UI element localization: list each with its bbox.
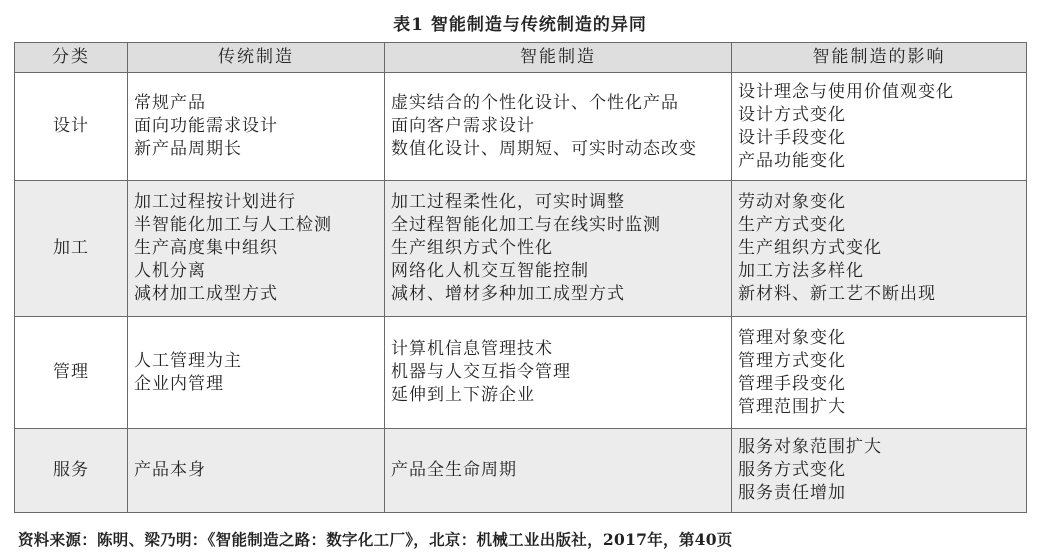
table-row — [15, 181, 1027, 317]
traditional-cell — [128, 181, 385, 317]
cell-line: 服务对象范围扩大 — [738, 437, 882, 457]
cell-line: 面向功能需求设计 — [134, 116, 278, 136]
smart-cell — [385, 181, 732, 317]
header-row — [15, 43, 1027, 73]
header-impact: 智能制造的影响 — [732, 43, 1027, 73]
traditional-cell — [128, 317, 385, 429]
cell-line: 新产品周期长 — [134, 139, 242, 159]
cell-line: 数值化设计、周期短、可实时动态改变 — [391, 139, 697, 159]
impact-cell — [732, 181, 1027, 317]
cell-line: 常规产品 — [134, 93, 206, 113]
comparison-table — [14, 42, 1027, 513]
smart-cell — [385, 317, 732, 429]
cell-line: 减材加工成型方式 — [134, 284, 278, 304]
cell-line: 加工过程柔性化，可实时调整 — [391, 192, 625, 212]
traditional-cell — [128, 429, 385, 513]
impact-cell — [732, 317, 1027, 429]
cell-line: 管理手段变化 — [738, 373, 846, 394]
cell-line: 管理范围扩大 — [738, 396, 846, 417]
cell-line: 虚实结合的个性化设计、个性化产品 — [391, 93, 679, 113]
cell-line: 人工管理为主 — [134, 350, 242, 371]
source-note: 资料来源：陈明、梁乃明：《智能制造之路：数字化工厂》，北京：机械工业出版社，2017年，第40页 — [18, 530, 733, 549]
cell-line: 企业内管理 — [134, 373, 224, 394]
traditional-cell — [128, 73, 385, 181]
smart-cell — [385, 73, 732, 181]
table-title: 表1 智能制造与传统制造的异同 — [393, 15, 647, 35]
cell-line: 产品本身 — [134, 460, 206, 480]
cell-line: 设计手段变化 — [738, 127, 846, 148]
cell-line: 设计方式变化 — [738, 104, 846, 125]
category-cell: 管理 — [15, 317, 128, 429]
cell-line: 机器与人交互指令管理 — [391, 362, 571, 382]
cell-line: 服务方式变化 — [738, 460, 846, 480]
impact-cell — [732, 429, 1027, 513]
category-cell: 设计 — [15, 73, 128, 181]
cell-line: 网络化人机交互智能控制 — [391, 261, 589, 281]
cell-line: 生产组织方式变化 — [738, 238, 882, 258]
cell-line: 延伸到上下游企业 — [391, 385, 535, 405]
category-cell: 加工 — [15, 181, 128, 317]
cell-line: 产品功能变化 — [738, 150, 846, 171]
cell-line: 生产方式变化 — [738, 215, 846, 235]
category-cell: 服务 — [15, 429, 128, 513]
header-smart: 智能制造 — [385, 43, 732, 73]
cell-line: 面向客户需求设计 — [391, 116, 535, 136]
table-row — [15, 73, 1027, 181]
table-row — [15, 317, 1027, 429]
cell-line: 管理方式变化 — [738, 350, 846, 371]
cell-line: 计算机信息管理技术 — [391, 339, 553, 359]
cell-line: 管理对象变化 — [738, 327, 846, 348]
cell-line: 设计理念与使用价值观变化 — [738, 81, 954, 102]
cell-line: 劳动对象变化 — [738, 192, 846, 212]
cell-line: 加工过程按计划进行 — [134, 192, 296, 212]
cell-line: 产品全生命周期 — [391, 460, 517, 480]
smart-cell — [385, 429, 732, 513]
impact-cell — [732, 73, 1027, 181]
cell-line: 人机分离 — [134, 261, 206, 281]
table-row — [15, 429, 1027, 513]
cell-line: 加工方法多样化 — [738, 261, 864, 281]
cell-line: 全过程智能化加工与在线实时监测 — [391, 215, 661, 235]
cell-line: 服务责任增加 — [738, 483, 846, 503]
cell-line: 生产组织方式个性化 — [391, 238, 553, 258]
cell-line: 新材料、新工艺不断出现 — [738, 284, 936, 304]
header-category: 分类 — [15, 43, 128, 73]
cell-line: 半智能化加工与人工检测 — [134, 215, 332, 235]
cell-line: 生产高度集中组织 — [134, 238, 278, 258]
cell-line: 减材、增材多种加工成型方式 — [391, 284, 625, 304]
header-traditional: 传统制造 — [128, 43, 385, 73]
